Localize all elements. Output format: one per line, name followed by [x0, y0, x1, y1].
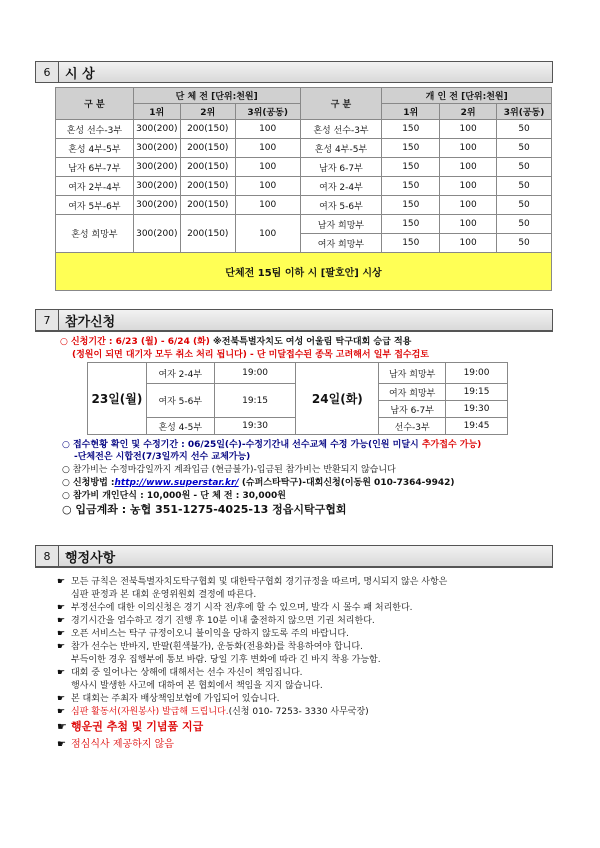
cell: 200(150): [180, 158, 235, 177]
cell: 100: [440, 215, 497, 234]
section-title: 행정사항: [65, 550, 116, 566]
divider: [35, 331, 553, 332]
admin-item: [57, 639, 363, 652]
fee-refund-note: ○ 참가비는 수정마감일까지 계좌입금 (현금불가)-입금된 참가비는 반환되지 않습니다: [62, 465, 396, 475]
cell: 50: [497, 139, 552, 158]
header-3rd: 3위(공동): [235, 104, 300, 120]
section-number: 7: [36, 310, 59, 330]
section-8-header: [35, 545, 553, 567]
header-individual: 개 인 전 [단위:천원]: [382, 88, 552, 104]
cell: 19:00: [214, 363, 296, 384]
cell: 여자 5-6부: [146, 384, 214, 418]
admin-text: 경기시간을 엄수하고 경기 진행 후 10분 이내 출전하지 않으면 기권 처리한다.: [71, 616, 375, 626]
table-row: [56, 139, 552, 158]
admin-item: [57, 613, 375, 626]
admin-text: 대회 중 일어나는 상해에 대해서는 선수 자신이 책임집니다.: [71, 668, 303, 678]
cell: 150: [382, 196, 440, 215]
cell: 남자 희망부: [300, 215, 382, 234]
pointing-hand-icon: ☛: [57, 707, 66, 717]
period-line-2: (정원이 되면 대기자 모두 취소 처리 됩니다) - 단 미달접수된 종목 고려해서 일부 접수검토: [72, 350, 429, 360]
admin-item: [57, 665, 303, 678]
table-row: [56, 215, 552, 234]
cell: 선수-3부: [379, 418, 446, 435]
team-change-note: -단체전은 시합전(7/3일까지 선수 교체가능): [74, 452, 251, 462]
cell: 19:00: [446, 363, 508, 384]
header-3rd: 3위(공동): [497, 104, 552, 120]
table-row: [56, 158, 552, 177]
cell: 19:15: [446, 384, 508, 401]
cell: 200(150): [180, 139, 235, 158]
registration-period: [60, 334, 411, 347]
apply-link[interactable]: http://www.superstar.kr/: [114, 478, 239, 488]
cell: 300(200): [133, 120, 180, 139]
divider: [35, 567, 553, 568]
cell: 150: [382, 234, 440, 253]
section-number: 8: [36, 546, 59, 566]
cell: 300(200): [133, 177, 180, 196]
cell: 여자 5-6부: [300, 196, 382, 215]
day-2: 24일(화): [296, 363, 379, 435]
day-1: 23일(월): [88, 363, 147, 435]
cell: 혼성 4부-5부: [56, 139, 134, 158]
section-title: 참가신청: [65, 314, 116, 330]
cell: 200(150): [180, 120, 235, 139]
cell: 150: [382, 139, 440, 158]
period-dates: ○ 신청기간 : 6/23 (월) - 6/24 (화): [60, 337, 214, 347]
pointing-hand-icon: ☛: [57, 739, 66, 750]
cell: 남자 희망부: [379, 363, 446, 384]
cell: 100: [440, 158, 497, 177]
apply-method: [62, 475, 455, 488]
cell: 여자 희망부: [379, 384, 446, 401]
section-title: 시 상: [65, 66, 95, 82]
header-1st: 1위: [382, 104, 440, 120]
table-row: [56, 120, 552, 139]
cell: 100: [235, 177, 300, 196]
header-team: 단 체 전 [단위:천원]: [133, 88, 300, 104]
bank-account: ○ 입금계좌 : 농협 351-1275-4025-13 정읍시탁구협회: [62, 503, 347, 516]
cell: 50: [497, 215, 552, 234]
pointing-hand-icon: ☛: [57, 629, 66, 639]
cell: 150: [382, 215, 440, 234]
edit-period-text: ○ 접수현황 확인 및 수정기간 : 06/25일(수)-수정기간내 선수교체 수정 가능(인원 미달시: [62, 440, 422, 450]
cell: 여자 2-4부: [300, 177, 382, 196]
cell: 혼성 희망부: [56, 215, 134, 253]
pointing-hand-icon: ☛: [57, 603, 66, 613]
admin-text: 행운권 추첨 및 기념품 지급: [71, 720, 204, 733]
cell: 50: [497, 158, 552, 177]
prize-table: [55, 87, 552, 291]
period-note: ※전북특별자치도 여성 어울림 탁구대회 승급 적용: [213, 337, 412, 347]
admin-item: 행사시 발생한 사고에 대하여 본 협회에서 책임을 지지 않습니다.: [71, 681, 323, 691]
pointing-hand-icon: ☛: [57, 642, 66, 652]
header-2nd: 2위: [440, 104, 497, 120]
header-2nd: 2위: [180, 104, 235, 120]
cell: 여자 5부-6부: [56, 196, 134, 215]
cell: 혼성 선수-3부: [300, 120, 382, 139]
cell: 300(200): [133, 158, 180, 177]
cell: 150: [382, 158, 440, 177]
admin-text: 점심식사 제공하지 않음: [71, 739, 174, 750]
cell: 혼성 4-5부: [146, 418, 214, 435]
cell: 200(150): [180, 215, 235, 253]
cell: 50: [497, 196, 552, 215]
cell: 19:30: [446, 401, 508, 418]
table-row: [56, 196, 552, 215]
cell: 200(150): [180, 177, 235, 196]
cell: 남자 6부-7부: [56, 158, 134, 177]
cell: 100: [235, 120, 300, 139]
prize-note: 단체전 15팀 이하 시 [팔호안] 시상: [56, 253, 552, 291]
admin-item: [57, 735, 174, 750]
admin-item: [57, 600, 413, 613]
apply-label: ○ 신청방법 :: [62, 478, 115, 488]
admin-item: 부득이한 경우 집행부에 통보 바람. 당일 기후 변화에 따라 긴 바지 착용 가능함.: [71, 655, 381, 665]
admin-item: [57, 704, 369, 717]
cell: 여자 2부-4부: [56, 177, 134, 196]
section-7-header: [35, 309, 553, 331]
table-row: [56, 177, 552, 196]
cell: 100: [440, 234, 497, 253]
section-6-header: [35, 61, 553, 83]
pointing-hand-icon: ☛: [57, 577, 66, 587]
cell: 19:30: [214, 418, 296, 435]
edit-period-note: 추가접수 가능): [421, 440, 482, 450]
cell: 여자 희망부: [300, 234, 382, 253]
apply-contact: (슈퍼스타탁구)-대회신청(이동원 010-7364-9942): [238, 478, 455, 488]
admin-item: [57, 626, 349, 639]
admin-text: 본 대회는 주최자 배상책임보험에 가입되어 있습니다.: [71, 694, 280, 704]
cell: 100: [235, 158, 300, 177]
cell: 19:15: [214, 384, 296, 418]
header-1st: 1위: [133, 104, 180, 120]
admin-text: (신청 010- 7253- 3330 사무국장): [228, 707, 369, 717]
cell: 300(200): [133, 196, 180, 215]
cell: 100: [235, 139, 300, 158]
cell: 100: [440, 177, 497, 196]
header-gubun: 구 분: [300, 88, 382, 120]
pointing-hand-icon: ☛: [57, 720, 67, 733]
cell: 300(200): [133, 215, 180, 253]
pointing-hand-icon: ☛: [57, 616, 66, 626]
cell: 혼성 4부-5부: [300, 139, 382, 158]
cell: 혼성 선수-3부: [56, 120, 134, 139]
entry-fee: ○ 참가비 개인단식 : 10,000원 - 단 체 전 : 30,000원: [62, 491, 286, 501]
admin-item: 심판 판정과 본 대회 운영위원회 결정에 따른다.: [71, 590, 257, 600]
cell: 100: [235, 215, 300, 253]
cell: 100: [440, 196, 497, 215]
pointing-hand-icon: ☛: [57, 694, 66, 704]
cell: 50: [497, 177, 552, 196]
admin-text: 부정선수에 대한 이의신청은 경기 시작 전/후에 할 수 있으며, 발각 시 몰수 패 처리한다.: [71, 603, 413, 613]
cell: 50: [497, 120, 552, 139]
cell: 50: [497, 234, 552, 253]
cell: 100: [235, 196, 300, 215]
admin-item: [57, 718, 203, 734]
cell: 19:45: [446, 418, 508, 435]
cell: 150: [382, 120, 440, 139]
cell: 100: [440, 120, 497, 139]
cell: 여자 2-4부: [146, 363, 214, 384]
admin-text: 모든 규칙은 전북특별자치도탁구협회 및 대한탁구협회 경기규정을 따르며, 명시되지 않은 사항은: [71, 577, 448, 587]
admin-text: 참가 선수는 반바지, 반팔(흰색불가), 운동화(전용화)를 착용하여야 합니다.: [71, 642, 363, 652]
header-gubun: 구 분: [56, 88, 134, 120]
cell: 남자 6-7부: [300, 158, 382, 177]
admin-item: [57, 574, 447, 587]
pointing-hand-icon: ☛: [57, 668, 66, 678]
schedule-table: [87, 362, 508, 435]
cell: 150: [382, 177, 440, 196]
admin-text: 심판 활동서(자원봉사) 발급해 드립니다.: [71, 707, 229, 717]
admin-item: [57, 691, 279, 704]
cell: 남자 6-7부: [379, 401, 446, 418]
cell: 300(200): [133, 139, 180, 158]
cell: 100: [440, 139, 497, 158]
admin-text: 오픈 서비스는 탁구 규정이오니 불이익을 당하지 않도록 주의 바랍니다.: [71, 629, 349, 639]
section-number: 6: [36, 62, 59, 82]
cell: 200(150): [180, 196, 235, 215]
